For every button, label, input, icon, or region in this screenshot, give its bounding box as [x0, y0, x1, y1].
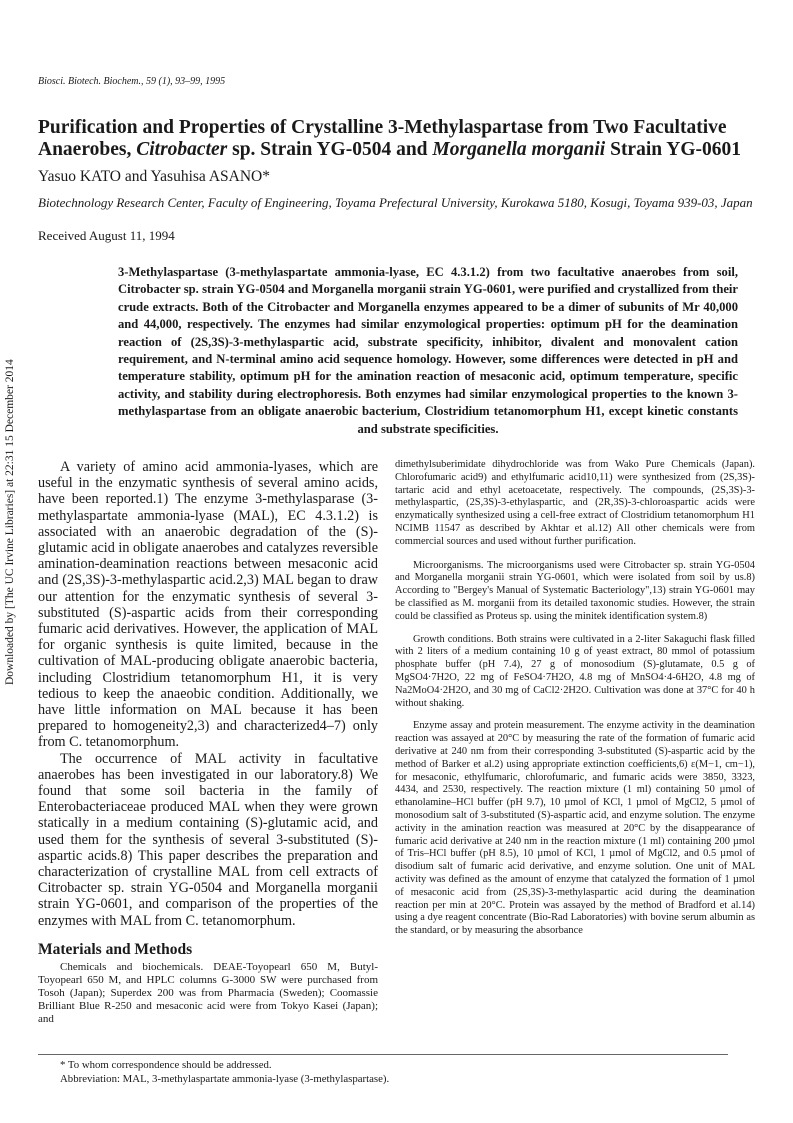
- footnotes: [60, 1059, 389, 1086]
- title-part2: sp. Strain YG-0504 and: [227, 139, 433, 160]
- title-part3: Strain YG-0601: [605, 139, 741, 160]
- methods-paragraph-1: Chemicals and biochemicals. DEAE-Toyopearl 650 M, Butyl-Toyopearl 650 M, and HPLC columns G-3000 SW were purchased from Tosoh (Japan); Superdex 200 was from Pharmacia (Sweden); Coomassie Brilliant Blue R-250 and mesaconic acid were from Tokyo Kasei (Japan); and: [38, 961, 378, 1026]
- download-watermark: [4, 255, 18, 685]
- affiliation: Biotechnology Research Center, Faculty of Engineering, Toyama Prefectural University, Kurokawa 5180, Kosugi, Toyama 939-03, Japan: [38, 195, 753, 210]
- microorganisms-paragraph: Microorganisms. The microorganisms used were Citrobacter sp. strain YG-0504 and Morganella morganii strain YG-0601, which were isolated from soil by us.8) According to "Bergey's Manual of Systematic Bacteriology",13) strain YG-0601 may be classified as M. morganii from its detailed taxonomic studies. However, the strain could be classified as Proteus sp. using the minitek identification system.8): [395, 559, 755, 622]
- footnote-divider: [38, 1054, 728, 1055]
- abstract: 3-Methylaspartase (3-methylaspartate ammonia-lyase, EC 4.3.1.2) from two facultative anaerobes from soil, Citrobacter sp. strain YG-0504 and Morganella morganii strain YG-0601, were purified and crystallized from their crude extracts. Both of the Citrobacter and Morganella enzymes appeared to be a dimer of subunits of Mr 40,000 and 44,000, respectively. The enzymes had similar enzymological properties: optimum pH for the deamination reaction of (2S,3S)-3-methylaspartic acid, substrate specificity, inhibitor, divalent and monovalent cation requirement, and N-terminal amino acid sequence homology. However, some differences were detected in pH and temperature stability, optimum pH for the amination reaction of mesaconic acid, optimum temperature, specific activity, and stability during electrophoresis. Both enzymes had similar enzymological properties to the known 3-methylaspartase from an obligate anaerobic bacterium, Clostridium tetanomorphum H1, except kinetic constants and substrate specificities.: [118, 265, 738, 436]
- paper-title: [38, 117, 758, 161]
- title-part1: Purification and Properties of Crystalline 3-Methylaspartase from Two Facultative Anaerobes,: [38, 117, 727, 160]
- enzyme-assay-paragraph: Enzyme assay and protein measurement. The enzyme activity in the deamination reaction was assayed at 20°C by measuring the rate of the formation of fumaric acid derivative at 240 nm from their corresponding 3-substituted (S)-aspartic acid by the method of Barker et al.2) using appropriate extinction coefficients,6) ε(M−1, cm−1), for mesaconic, ethylfumaric, chlorofumaric, and fumaric acids were 3850, 3323, 4434, and 2530, respectively. The reaction mixture (1 ml) containing 50 µmol of ethanolamine–HCl buffer (pH 9.7), 10 µmol of KCl, 1 µmol of MgCl2, 5 µmol of monosodium salt of 3-substituted (S)-aspartic acid, and enzyme solution. The enzyme activity in the amination reaction was measured at 20°C by the disappearance of fumaric acid derivative at 240 nm in the reaction mixture (1 ml) containing 200 µmol of Tris–HCl buffer (pH 8.5), 10 µmol of KCl, 1 µmol of MgCl2, and 0.5 µmol of disodium salt of fumaric acid derivative, and enzyme solution. One unit of MAL activity was defined as the amount of enzyme that catalyzed the formation of 1 µmol of mesaconic acid from (2S,3S)-3-methylaspartic acid during the deamination reaction per min at 20°C. Protein was assayed by the method of Bradford et al.14) using a dye reagent concentrate (Bio-Rad Laboratories) with bovine serum albumin as the standard, or by measuring the absorbance: [395, 720, 755, 937]
- download-note: Downloaded by [The UC Irvine Libraries] at 22:31 15 December 2014: [4, 359, 16, 685]
- title-italic1: Citrobacter: [136, 139, 228, 160]
- authors: Yasuo KATO and Yasuhisa ASANO*: [38, 168, 270, 185]
- intro-paragraph-2: The occurrence of MAL activity in facultative anaerobes has been investigated in our laboratory.8) We found that some soil bacteria in the family of Enterobacteriaceae produced MAL when they were grown statically in a medium containing (S)-glutamic acid, and used them for the synthesis of several 3-substituted (S)-aspartic acids.8) This paper describes the preparation and characterization of crystalline MAL from cell extracts of Citrobacter sp. strain YG-0504 and Morganella morganii strain YG-0601, and comparison of the properties of the enzymes with MAL from C. tetanomorphum.: [38, 750, 378, 929]
- chemicals-continued: dimethylsuberimidate dihydrochloride was from Wako Pure Chemicals (Japan). Chlorofumaric acid9) and ethylfumaric acid10,11) were synthesized from (2S,3S)-tartaric acid and ethyl acetoacetate, respectively. The compounds, (2S,3S)-3-methylaspartic, (2S,3S)-3-ethylaspartic, and (2R,3S)-3-chloroaspartic acids were enzymatically synthesized using a cell-free extract of Clostridium tetanomorphum H1 NCIMB 11547 as described by Akhtar et al.12) All other chemicals were from commercial sources and used without further purification.: [395, 459, 755, 547]
- received-date: Received August 11, 1994: [38, 228, 175, 243]
- footnote-abbreviation: Abbreviation: MAL, 3-methylaspartate ammonia-lyase (3-methylaspartase).: [60, 1072, 390, 1085]
- footnote-correspondence: * To whom correspondence should be addressed.: [60, 1059, 272, 1071]
- journal-citation: Biosci. Biotech. Biochem., 59 (1), 93–99, 1995: [38, 76, 226, 87]
- section-heading: Materials and Methods: [38, 940, 193, 958]
- title-italic2: Morganella morganii: [432, 139, 606, 160]
- growth-conditions-paragraph: Growth conditions. Both strains were cultivated in a 2-liter Sakaguchi flask filled with 2 liters of a medium containing 10 g of yeast extract, 80 mmol of potassium phosphate buffer (pH 7.4), 27 g of monosodium (S)-glutamate, 0.5 g of MgSO4·7H2O, 22 mg of FeSO4·7H2O, 4.8 mg of MnSO4·4-6H2O, 4.8 mg of Na2MoO4·2H2O, and 30 mg of CaCl2·2H2O. Cultivation was done at 37°C for 40 h without shaking.: [395, 633, 755, 709]
- left-column: [38, 459, 378, 1026]
- right-column: [395, 459, 755, 948]
- intro-paragraph-1: A variety of amino acid ammonia-lyases, which are useful in the enzymatic synthesis of several amino acids, have been reported.1) The enzyme 3-methylasparase (3-methylaspartate ammonia-lyase (MAL), EC 4.3.1.2) is associated with an anaerobic degradation of the (S)-glutamic acid in obligate anaerobes and catalyzes reversible amination-deamination reactions between mesaconic acid and (2S,3S)-3-methylaspartic acid.2,3) MAL began to draw our attention for the enzymatic synthesis of several 3-substituted (S)-aspartic acids from their corresponding fumaric acid derivatives. However, the application of MAL for organic synthesis is quite limited, because in the cultivation of MAL-producing obligate anaerobic bacteria, including Clostridium tetanomorphum H1, it is very tedious to keep the anaeobic condition. Additionally, we have little information on MAL because it has been prepared to homogeneity2,3) and characterized4–7) only from C. tetanomorphum.: [38, 459, 378, 751]
